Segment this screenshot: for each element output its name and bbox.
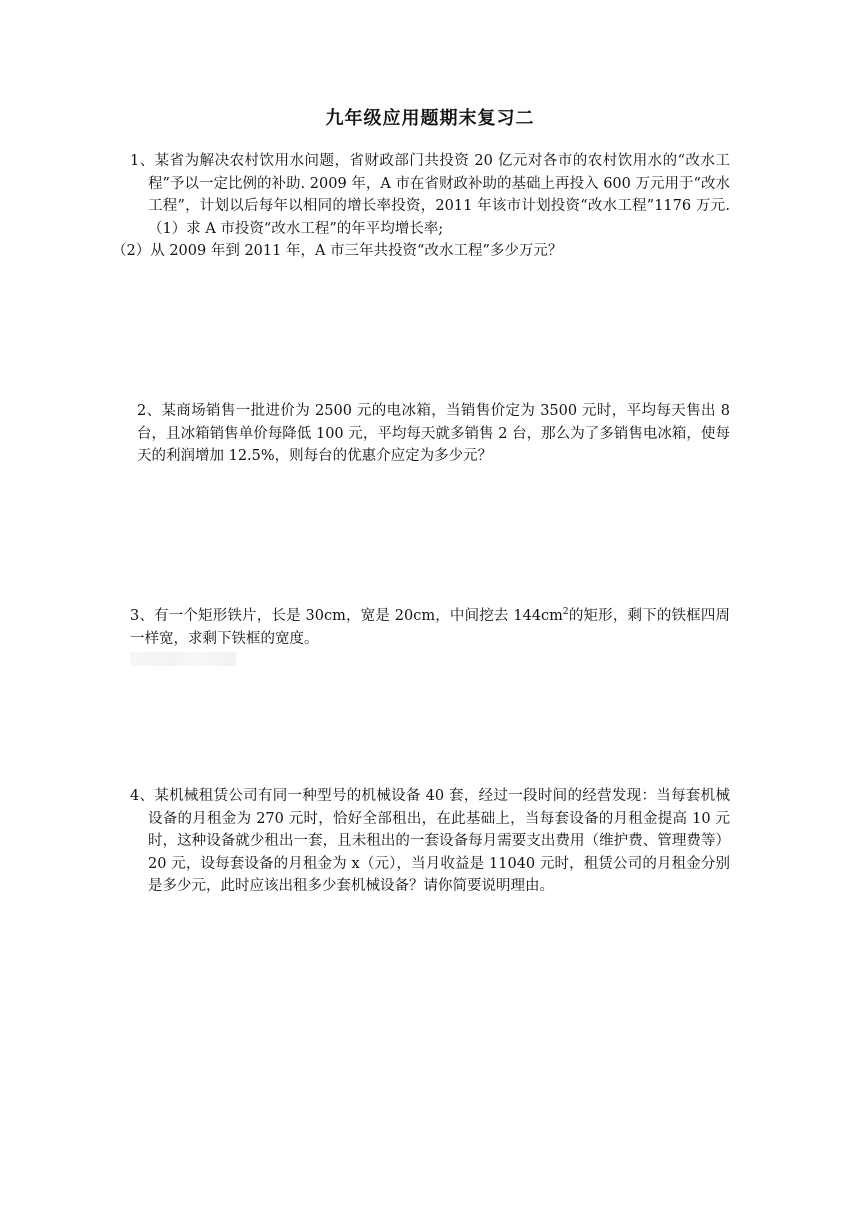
problem-2 — [137, 400, 730, 468]
problem-3 — [130, 605, 730, 650]
problem-3-text-b: 的矩形，剩下的铁框四周一样宽，求剩下铁框的宽度。 — [130, 608, 730, 647]
faint-watermark-mark — [130, 652, 236, 666]
document-title: 九年级应用题期末复习二 — [325, 108, 535, 129]
problem-1-text: 1、某省为解决农村饮用水问题，省财政部门共投资 20 亿元对各市的农村饮用水的“改水工程”予以一定比例的补助. 2009 年，A 市在省财政补助的基础上再投入 600 万元用于“改水工程”，计划以后每年以相同的增长率投资，2011 年该市计划投资“改水工程”1176 万元.（1）求 A 市投资“改水工程”的年平均增长率; — [130, 153, 730, 237]
problem-4-text: 4、某机械租赁公司有同一种型号的机械设备 40 套，经过一段时间的经营发现：当每套机械设备的月租金为 270 元时，恰好全部租出，在此基础上，当每套设备的月租金提高 10 元时，这种设备就少租出一套，且未租出的一套设备每月需要支出费用（维护费、管理费等）20 元，设每套设备的月租金为 x（元），当月收益是 11040 元时，租赁公司的月租金分别是多少元，此时应该出租多少套机械设备？请你简要说明理由。 — [130, 788, 730, 894]
problem-4 — [130, 785, 730, 898]
problem-3-superscript: 2 — [562, 607, 569, 618]
problem-3-text-a: 3、有一个矩形铁片，长是 30cm，宽是 20cm，中间挖去 144cm — [130, 608, 563, 624]
problem-1 — [112, 150, 730, 263]
problem-3-text — [130, 605, 730, 650]
problem-2-text: 2、某商场销售一批进价为 2500 元的电冰箱，当销售价定为 3500 元时，平均每天售出 8 台，且冰箱销售单价每降低 100 元，平均每天就多销售 2 台，那么为了多销售电冰箱，使每天的利润增加 12.5%，则每台的优惠介应定为多少元？ — [137, 403, 730, 464]
problem-1-subquestion-2: （2）从 2009 年到 2011 年，A 市三年共投资“改水工程”多少万元？ — [112, 243, 563, 259]
